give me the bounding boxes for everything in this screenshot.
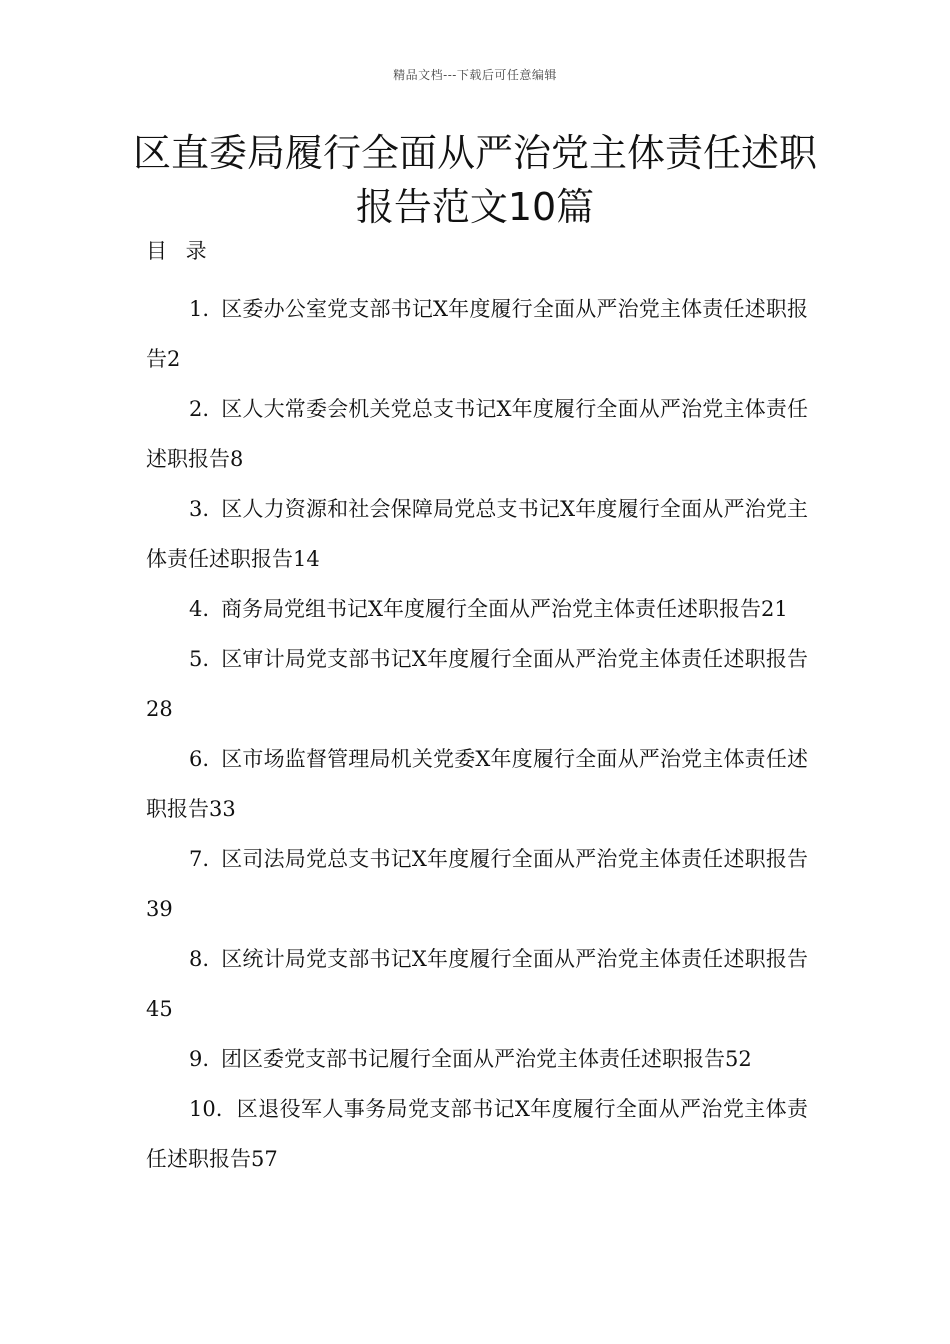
table-of-contents xyxy=(146,284,808,1184)
toc-item[interactable] xyxy=(146,484,808,584)
toc-item-text: 区委办公室党支部书记X年度履行全面从严治党主体责任述职报告2 xyxy=(146,297,808,371)
toc-item-number: 6. xyxy=(189,747,210,771)
toc-item-number: 4. xyxy=(189,597,210,621)
toc-item-number: 8. xyxy=(189,947,210,971)
toc-item-text: 区市场监督管理局机关党委X年度履行全面从严治党主体责任述职报告33 xyxy=(146,747,808,821)
toc-item[interactable] xyxy=(146,1084,808,1184)
toc-item-text: 区审计局党支部书记X年度履行全面从严治党主体责任述职报告28 xyxy=(146,647,808,721)
toc-heading: 目 录 xyxy=(146,239,213,263)
toc-item-number: 2. xyxy=(189,397,210,421)
toc-item[interactable] xyxy=(146,934,808,1034)
toc-item[interactable] xyxy=(146,284,808,384)
toc-item[interactable] xyxy=(146,734,808,834)
toc-item-text: 区人大常委会机关党总支书记X年度履行全面从严治党主体责任述职报告8 xyxy=(146,397,808,471)
toc-item[interactable] xyxy=(146,1034,808,1084)
header-note: 精品文档---下载后可任意编辑 xyxy=(393,68,557,82)
toc-item-text: 商务局党组书记X年度履行全面从严治党主体责任述职报告21 xyxy=(221,597,788,621)
toc-item[interactable] xyxy=(146,584,808,634)
document-title: 区直委局履行全面从严治党主体责任述职报告范文10篇 xyxy=(132,131,817,229)
toc-item-number: 10. xyxy=(189,1097,223,1121)
toc-item[interactable] xyxy=(146,834,808,934)
toc-item-number: 1. xyxy=(189,297,210,321)
toc-item-text: 区统计局党支部书记X年度履行全面从严治党主体责任述职报告45 xyxy=(146,947,808,1021)
toc-item-text: 团区委党支部书记履行全面从严治党主体责任述职报告52 xyxy=(221,1047,752,1071)
toc-item[interactable] xyxy=(146,384,808,484)
toc-item-text: 区人力资源和社会保障局党总支书记X年度履行全面从严治党主体责任述职报告14 xyxy=(146,497,808,571)
toc-item-number: 3. xyxy=(189,497,210,521)
toc-item-number: 5. xyxy=(189,647,210,671)
toc-item-text: 区司法局党总支书记X年度履行全面从严治党主体责任述职报告39 xyxy=(146,847,808,921)
toc-item-text: 区退役军人事务局党支部书记X年度履行全面从严治党主体责任述职报告57 xyxy=(146,1097,808,1171)
toc-item[interactable] xyxy=(146,634,808,734)
toc-item-number: 7. xyxy=(189,847,210,871)
toc-item-number: 9. xyxy=(189,1047,210,1071)
